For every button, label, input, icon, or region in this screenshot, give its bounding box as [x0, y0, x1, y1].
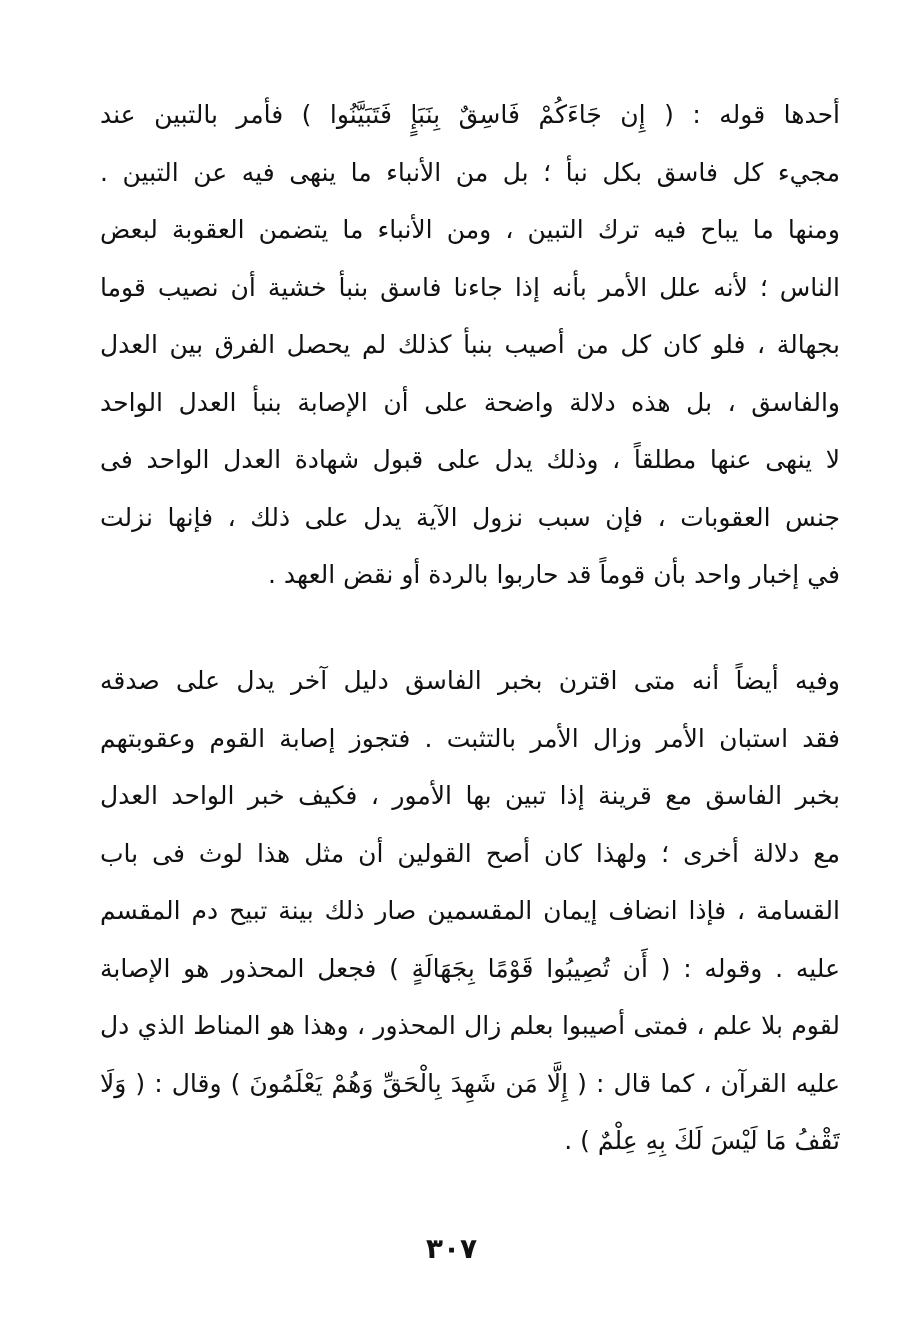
paragraph-line: لقوم بلا علم ، فمتى أصيبوا بعلم زال المحذور ، وهذا هو المناط الذي دل	[100, 1011, 840, 1040]
paragraph-line: مجيء كل فاسق بكل نبأ ؛ بل من الأنباء ما ينهى فيه عن التبين .	[100, 157, 840, 187]
paragraph-line: وفيه أيضاً أنه متى اقترن بخبر الفاسق دليل آخر يدل على صدقه	[100, 666, 840, 695]
paragraph-1	[100, 86, 840, 604]
paragraph-line: القسامة ، فإذا انضاف إيمان المقسمين صار ذلك بينة تبيح دم المقسم	[100, 896, 840, 925]
paragraph-2	[100, 652, 840, 1170]
paragraph-line: فقد استبان الأمر وزال الأمر بالتثبت . فتجوز إصابة القوم وعقوبتهم	[100, 723, 840, 753]
paragraph-line: جنس العقوبات ، فإن سبب نزول الآية يدل على ذلك ، فإنها نزلت	[100, 502, 840, 532]
paragraph-line: مع دلالة أخرى ؛ ولهذا كان أصح القولين أن مثل هذا لوث فى باب	[100, 838, 840, 868]
paragraph-line: في إخبار واحد بأن قوماً قد حاربوا بالردة أو نقض العهد .	[268, 560, 840, 589]
paragraph-line: عليه . وقوله : ( أَن تُصِيبُوا قَوْمًا بِجَهَالَةٍ ) فجعل المحذور هو الإصابة	[100, 953, 840, 983]
paragraph-line: الناس ؛ لأنه علل الأمر بأنه إذا جاءنا فاسق بنبأ خشية أن نصيب قوما	[100, 272, 840, 302]
paragraph-line: بجهالة ، فلو كان كل من أصيب بنبأ كذلك لم يحصل الفرق بين العدل	[100, 330, 840, 359]
paragraph-line: بخبر الفاسق مع قرينة إذا تبين بها الأمور ، فكيف خبر الواحد العدل	[100, 781, 840, 810]
paragraph-line: تَقْفُ مَا لَيْسَ لَكَ بِهِ عِلْمٌ ) .	[564, 1126, 840, 1155]
paragraph-line: ومنها ما يباح فيه ترك التبين ، ومن الأنباء ما يتضمن العقوبة لبعض	[100, 215, 840, 244]
paragraph-line: والفاسق ، بل هذه دلالة واضحة على أن الإصابة بنبأ العدل الواحد	[100, 387, 840, 417]
page-number: ٣٠٧	[425, 1232, 478, 1265]
paragraph-line: لا ينهى عنها مطلقاً ، وذلك يدل على قبول شهادة العدل الواحد فى	[100, 445, 840, 474]
paragraph-line: أحدها قوله : ( إِن جَاءَكُمْ فَاسِقٌ بِنَبَإٍ فَتَبَيَّنُوا ) فأمر بالتبين عند	[100, 100, 840, 129]
paragraph-line: عليه القرآن ، كما قال : ( إِلَّا مَن شَهِدَ بِالْحَقِّ وَهُمْ يَعْلَمُونَ ) وقال : ( وَلَا	[100, 1068, 840, 1098]
